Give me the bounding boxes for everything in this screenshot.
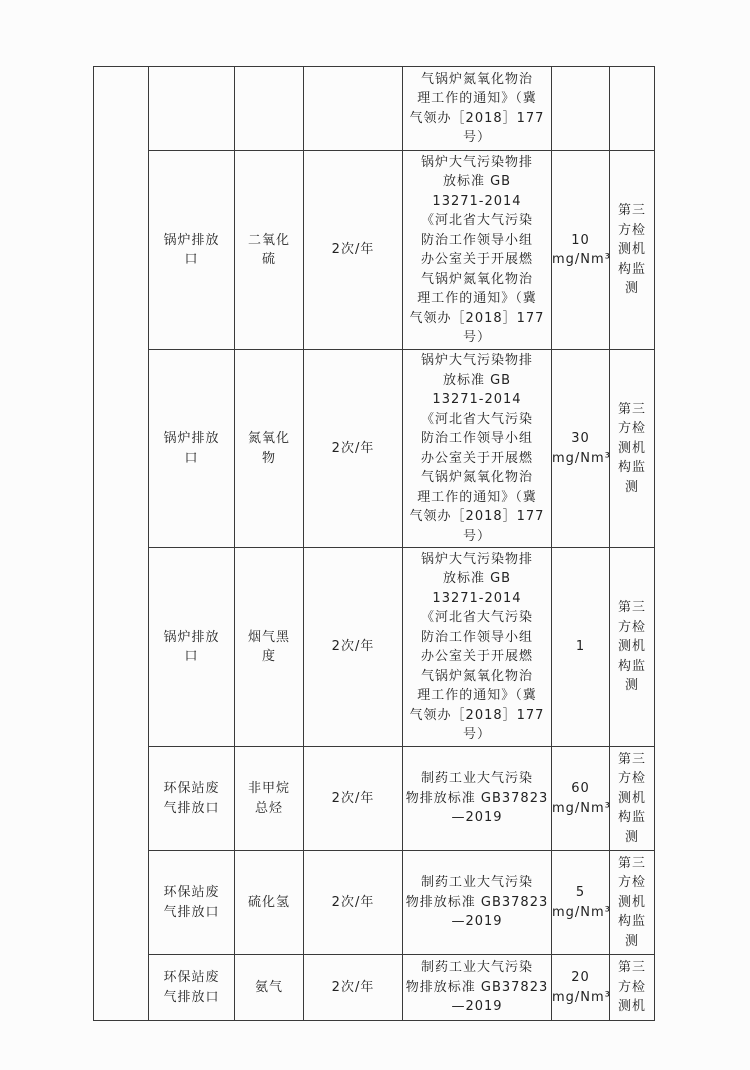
- standard-line: 办公室关于开展燃: [420, 252, 533, 267]
- standard-line: 气锅炉氮氧化物治: [420, 271, 533, 287]
- pollutant-line: 总烃: [254, 800, 283, 816]
- method-line: 第三: [617, 401, 646, 417]
- outlet-line: 口: [184, 649, 199, 664]
- standard-line: 锅炉大气污染物排: [420, 353, 533, 368]
- standard-cell: [403, 548, 552, 747]
- standard-line: 防治工作领导小组: [420, 232, 533, 248]
- standard-line: 锅炉大气污染物排: [420, 154, 533, 170]
- pollutant-cell: [235, 851, 304, 955]
- limit-cell: [552, 747, 610, 851]
- outlet-line: 锅炉排放: [163, 629, 220, 645]
- pollutant-line: 度: [261, 649, 276, 664]
- standard-line: 号）: [462, 330, 491, 345]
- method-line: 方检: [617, 979, 646, 995]
- limit-cell: [552, 350, 610, 548]
- frequency-cell: 2次/年: [304, 151, 403, 350]
- method-line: 方检: [617, 421, 646, 437]
- frequency-cell: 2次/年: [304, 851, 403, 955]
- table-row: [94, 548, 655, 747]
- method-line: 测: [624, 479, 639, 495]
- pollutant-cell: [235, 747, 304, 851]
- method-line: 第三: [617, 855, 646, 871]
- outlet-line: 气排放口: [163, 800, 220, 816]
- limit-cell: [552, 151, 610, 350]
- method-cell: [610, 151, 655, 350]
- method-line: 第三: [617, 600, 646, 616]
- method-line: 构监: [617, 460, 646, 476]
- pollutant-cell: [235, 67, 304, 151]
- limit-cell: [552, 851, 610, 955]
- standard-line: 气领办［2018］177: [409, 509, 545, 524]
- method-line: 构监: [617, 261, 646, 277]
- standard-line: 制药工业大气污染: [420, 771, 533, 787]
- standard-line: 放标准 GB: [442, 571, 512, 586]
- outlet-line: 环保站废: [163, 970, 220, 985]
- method-line: 测机: [617, 999, 646, 1015]
- outlet-line: 环保站废: [163, 781, 220, 796]
- limit-unit: mg/Nm³: [552, 450, 611, 466]
- standard-line: 气锅炉氮氧化物治: [420, 71, 533, 87]
- method-line: 测机: [617, 440, 646, 456]
- outlet-cell: [149, 151, 235, 350]
- pollutant-line: 二氧化: [247, 232, 290, 248]
- standard-line: 号）: [462, 130, 491, 145]
- pollutant-cell: [235, 955, 304, 1021]
- method-line: 第三: [617, 751, 646, 767]
- pollutant-cell: [235, 548, 304, 747]
- limit-cell: [552, 955, 610, 1021]
- standard-line: 防治工作领导小组: [420, 431, 533, 446]
- method-cell: [610, 67, 655, 151]
- method-line: 构监: [617, 810, 646, 826]
- table-row: [94, 350, 655, 548]
- limit-unit: mg/Nm³: [552, 800, 611, 816]
- outlet-cell: [149, 548, 235, 747]
- limit-cell: [552, 67, 610, 151]
- method-line: 方检: [617, 875, 646, 891]
- limit-value: 5: [575, 885, 586, 900]
- standard-line: 《河北省大气污染: [420, 411, 533, 427]
- method-line: 测机: [617, 242, 646, 258]
- frequency-cell: 2次/年: [304, 747, 403, 851]
- method-cell: [610, 851, 655, 955]
- table-row: [94, 67, 655, 151]
- frequency-cell: 2次/年: [304, 350, 403, 548]
- standard-line: 放标准 GB: [442, 174, 512, 189]
- standard-cell: [403, 851, 552, 955]
- standard-line: 气锅炉氮氧化物治: [420, 470, 533, 485]
- standard-line: 锅炉大气污染物排: [420, 551, 533, 567]
- method-line: 测机: [617, 639, 646, 655]
- outlet-line: 口: [184, 252, 199, 267]
- outlet-line: 气排放口: [163, 904, 220, 920]
- standard-line: 13271-2014: [432, 392, 522, 407]
- limit-cell: [552, 548, 610, 747]
- outlet-cell: [149, 67, 235, 151]
- standard-line: 《河北省大气污染: [420, 213, 533, 228]
- standard-line: 物排放标准 GB37823: [405, 894, 549, 910]
- table-row: [94, 955, 655, 1021]
- category-merged-cell: [94, 67, 149, 1021]
- method-cell: [610, 548, 655, 747]
- method-cell: [610, 955, 655, 1021]
- method-line: 测: [624, 933, 639, 949]
- standard-line: 制药工业大气污染: [420, 960, 533, 976]
- outlet-line: 环保站废: [163, 885, 220, 900]
- pollutant-line: 氨气: [254, 979, 283, 995]
- limit-value: 30: [571, 431, 590, 446]
- outlet-cell: [149, 955, 235, 1021]
- standard-line: 《河北省大气污染: [420, 610, 533, 625]
- limit-value: 20: [571, 970, 590, 985]
- standard-cell: [403, 747, 552, 851]
- method-line: 测: [624, 281, 639, 297]
- standard-line: 气领办［2018］177: [409, 707, 545, 723]
- standard-line: 办公室关于开展燃: [420, 450, 533, 466]
- pollutant-line: 物: [261, 450, 276, 466]
- standard-line: 防治工作领导小组: [420, 629, 533, 645]
- frequency-cell: 2次/年: [304, 955, 403, 1021]
- standard-line: —2019: [451, 999, 503, 1015]
- table-row: [94, 851, 655, 955]
- outlet-cell: [149, 747, 235, 851]
- standard-line: —2019: [451, 914, 503, 930]
- standard-cell: [403, 67, 552, 151]
- pollutant-cell: [235, 151, 304, 350]
- method-line: 构监: [617, 914, 646, 930]
- monitoring-table: [93, 66, 655, 1021]
- outlet-cell: [149, 851, 235, 955]
- method-line: 构监: [617, 658, 646, 674]
- standard-line: 理工作的通知》（冀: [417, 291, 537, 306]
- outlet-line: 口: [184, 450, 199, 466]
- method-line: 方检: [617, 222, 646, 238]
- pollutant-line: 氮氧化: [247, 431, 290, 446]
- outlet-line: 锅炉排放: [163, 431, 220, 446]
- standard-line: 号）: [462, 727, 491, 742]
- standard-line: 气领办［2018］177: [409, 110, 545, 126]
- standard-line: 物排放标准 GB37823: [405, 979, 549, 995]
- standard-line: 13271-2014: [432, 590, 522, 606]
- standard-line: 气锅炉氮氧化物治: [420, 668, 533, 684]
- limit-unit: mg/Nm³: [552, 252, 611, 267]
- standard-cell: [403, 151, 552, 350]
- method-cell: [610, 350, 655, 548]
- table-row: [94, 747, 655, 851]
- pollutant-line: 烟气黑: [247, 629, 290, 645]
- standard-line: 理工作的通知》（冀: [417, 688, 537, 703]
- outlet-cell: [149, 350, 235, 548]
- pollutant-line: 硫: [261, 252, 276, 267]
- standard-line: 13271-2014: [432, 193, 522, 209]
- standard-cell: [403, 955, 552, 1021]
- standard-line: 办公室关于开展燃: [420, 649, 533, 664]
- limit-unit: mg/Nm³: [552, 904, 611, 920]
- outlet-line: 锅炉排放: [163, 232, 220, 248]
- method-line: 第三: [617, 203, 646, 219]
- standard-line: —2019: [451, 810, 503, 826]
- limit-value: 1: [575, 639, 586, 655]
- standard-line: 理工作的通知》（冀: [417, 91, 537, 106]
- method-line: 测机: [617, 894, 646, 910]
- limit-unit: mg/Nm³: [552, 989, 611, 1005]
- method-line: 第三: [617, 960, 646, 976]
- method-line: 测: [624, 829, 639, 845]
- standard-line: 制药工业大气污染: [420, 875, 533, 891]
- frequency-cell: [304, 67, 403, 151]
- method-cell: [610, 747, 655, 851]
- method-line: 测: [624, 678, 639, 694]
- table-row: [94, 151, 655, 350]
- standard-line: 放标准 GB: [442, 372, 512, 388]
- outlet-line: 气排放口: [163, 989, 220, 1005]
- standard-line: 气领办［2018］177: [409, 310, 545, 326]
- frequency-cell: 2次/年: [304, 548, 403, 747]
- standard-line: 号）: [462, 528, 491, 544]
- method-line: 测机: [617, 790, 646, 806]
- method-line: 方检: [617, 619, 646, 635]
- limit-value: 60: [571, 781, 590, 796]
- standard-line: 理工作的通知》（冀: [417, 489, 537, 505]
- standard-cell: [403, 350, 552, 548]
- pollutant-cell: [235, 350, 304, 548]
- standard-line: 物排放标准 GB37823: [405, 790, 549, 806]
- limit-value: 10: [571, 232, 590, 248]
- pollutant-line: 硫化氢: [247, 894, 290, 910]
- pollutant-line: 非甲烷: [247, 781, 290, 796]
- method-line: 方检: [617, 771, 646, 787]
